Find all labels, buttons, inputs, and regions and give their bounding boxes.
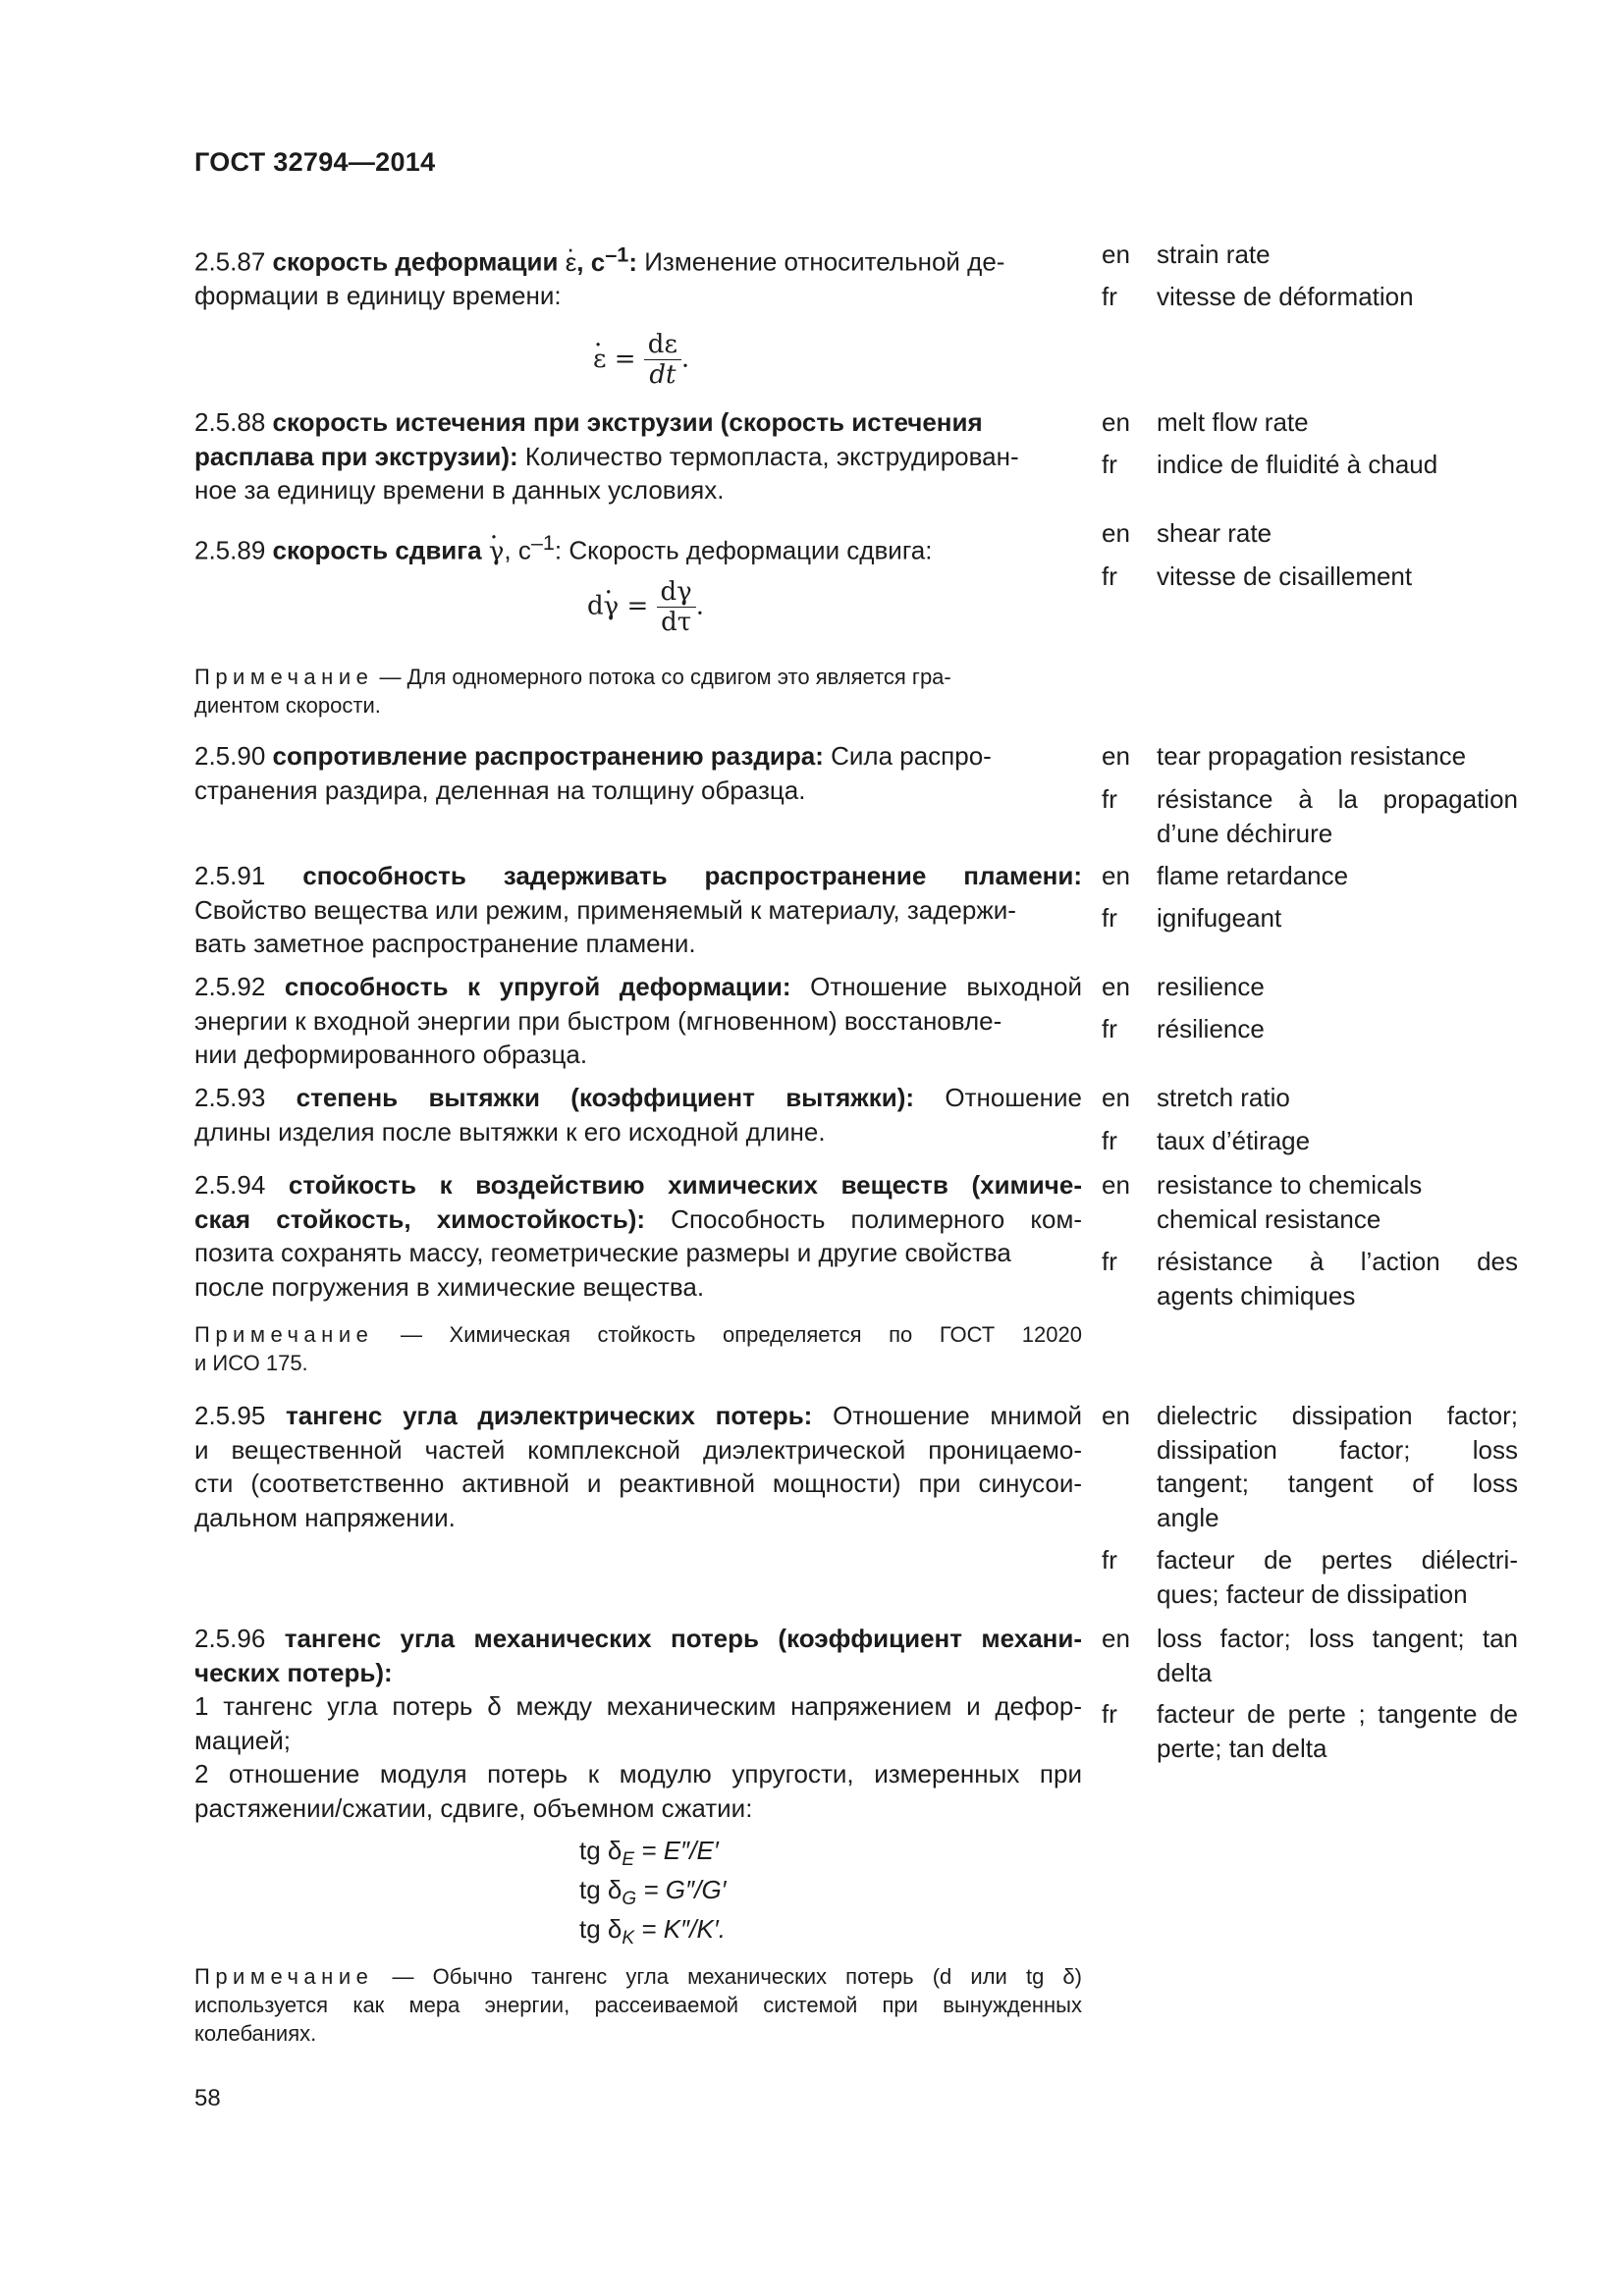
term-en: tear propagation resistance	[1157, 741, 1467, 771]
term-fr: facteur de pertes diélectri- ques; facteur de dissipation	[1157, 1545, 1518, 1609]
term-fr: résistance à l’action des agents chimiques	[1157, 1247, 1518, 1310]
term-en: loss factor; loss tangent; tan delta	[1157, 1624, 1518, 1687]
entry-term: скорость сдвига	[272, 535, 482, 565]
term-fr: vitesse de déformation	[1157, 282, 1414, 311]
term-en: resilience	[1157, 972, 1265, 1001]
entry-2-5-89: 2.5.89 скорость сдвига · γ, $с^{-1}$: Скорость деформации сдвига:	[194, 526, 1082, 568]
entry-2-5-96: 2.5.96 тангенс угла механических потерь (коэффициент механи- ческих потерь): 1 тангенс угла потерь δ между механическим напряжением и дефор- мацией; 2 отношение модуля потерь к модулю упругости, измеренных при растяжении/сжатии, сдвиге, объемном сжатии:	[194, 1624, 1083, 1823]
entry-2-5-88: 2.5.88 скорость истечения при экструзии (скорость истечения расплава при экструзии): Количество термопласта, экструдирован- ное за единицу времени в данных условиях.	[194, 407, 1019, 505]
entry-term: способность задерживать распространение пламени:	[302, 861, 1082, 890]
formula-tg-k: tg $\delta_K = K''/K'$.	[579, 1914, 726, 1949]
document-header: ГОСТ 32794—2014	[194, 147, 436, 177]
entry-term: тангенс угла механических потерь (коэффициент механи-	[284, 1624, 1083, 1653]
note-2-5-96: Примечание — Обычно тангенс угла механических потерь (d или tg δ) используется как мера энергии, рассеиваемой системой при вынужденных колебаниях.	[194, 1964, 1082, 2046]
entry-term: степень вытяжки (коэффициент вытяжки):	[296, 1083, 915, 1112]
entry-term: сопротивление распространению раздира:	[272, 741, 824, 771]
entry-term: тангенс угла диэлектрических потерь:	[286, 1401, 813, 1430]
note-2-5-94: Примечание — Химическая стойкость определяется по ГОСТ 12020 и ИСО 175.	[194, 1322, 1082, 1375]
page-number: 58	[194, 2085, 221, 2111]
entry-term: способность к упругой деформации:	[284, 972, 791, 1001]
term-en: melt flow rate	[1157, 407, 1309, 437]
entry-2-5-94: 2.5.94 стойкость к воздействию химических веществ (химиче- ская стойкость, химостойкость): Способность полимерного ком- позита сохранять массу, геометрические размеры и другие свойства после погружения в химические вещества.	[194, 1170, 1082, 1302]
entry-2-5-93: 2.5.93 степень вытяжки (коэффициент вытяжки): Отношение длины изделия после вытяжки к его исходной длине.	[194, 1083, 1082, 1147]
entry-symbol: · ε	[566, 245, 577, 280]
note-2-5-89: Примечание — Для одномерного потока со сдвигом это является гра- диентом скорости.	[194, 665, 951, 718]
entry-term: стойкость к воздействию химических веществ (химиче-	[288, 1170, 1082, 1200]
entry-2-5-87	[194, 238, 1082, 313]
entry-line: формации в единицу времени:	[194, 281, 562, 311]
entry-2-5-95: 2.5.95 тангенс угла диэлектрических потерь: Отношение мнимой и вещественной частей комплексной диэлектрической проницаемо- сти (соответственно активной и реактивной мощности) при синусои- дальном напряжении.	[194, 1401, 1082, 1532]
term-fr: facteur de perte ; tangente de perte; tan delta	[1157, 1699, 1518, 1763]
term-en: shear rate	[1157, 518, 1272, 548]
term-fr: indice de fluidité à chaud	[1157, 450, 1438, 479]
entry-2-5-91: 2.5.91 способность задерживать распространение пламени: Свойство вещества или режим, применяемый к материалу, задержи- вать заметное распространение пламени.	[194, 861, 1082, 958]
formula-tg-g: tg $\delta_G = G''/G'$	[579, 1875, 727, 1910]
formula-shear-rate: d· γ = $\frac{d\gamma}{d\tau}$ .	[587, 577, 704, 637]
entry-line: 2.5.87 скорость деформации · ε, $с^{-1}$: Изменение относительной де-	[194, 238, 1082, 279]
term-fr: résilience	[1157, 1014, 1265, 1043]
entry-term: скорость истечения при экструзии (скорость истечения	[272, 407, 983, 437]
term-fr: ignifugeant	[1157, 903, 1282, 933]
term-en: dielectric dissipation factor; dissipation factor; loss tangent; tangent of loss angle	[1157, 1401, 1518, 1532]
formula-tg-e: tg $\delta_E = E''/E'$	[579, 1836, 719, 1871]
term-en: strain rate	[1157, 240, 1271, 269]
term-en: flame retardance	[1157, 861, 1349, 890]
formula-strain-rate: · ε = $\frac{d\varepsilon}{dt}$ .	[593, 330, 689, 390]
term-en: stretch ratio	[1157, 1083, 1290, 1112]
term-fr: résistance à la propagation d’une déchirure	[1157, 784, 1518, 848]
term-en: resistance to chemicals chemical resistance	[1157, 1170, 1423, 1234]
term-fr: taux d’étirage	[1157, 1126, 1311, 1155]
entry-2-5-90: 2.5.90 сопротивление распространению раздира: Сила распро- странения раздира, деленная на толщину образца.	[194, 741, 992, 805]
term-fr: vitesse de cisaillement	[1157, 561, 1413, 591]
entry-term: скорость деформации	[272, 246, 559, 277]
entry-2-5-92: 2.5.92 способность к упругой деформации: Отношение выходной энергии к входной энергии при быстром (мгновенном) восстановле- нии деформированного образца.	[194, 972, 1082, 1069]
